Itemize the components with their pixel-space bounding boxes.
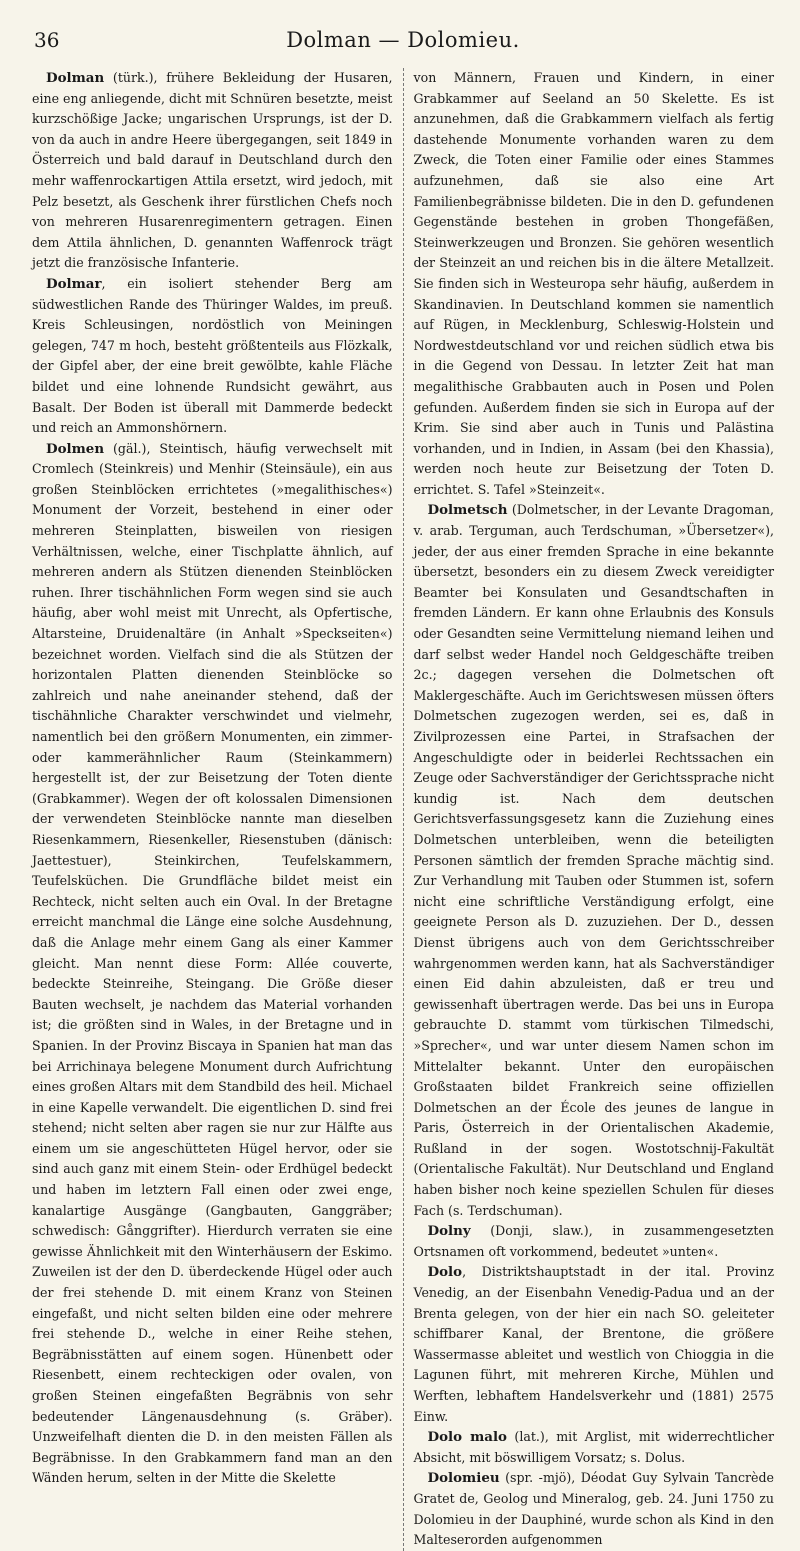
headword: Dolman bbox=[46, 70, 105, 86]
entry-text: (türk.), frühere Bekleidung der Husaren, eine eng anliegende, dicht mit Schnüren besetzte, meist kurzschößige Jacke; ungarischen Ursprungs, ist der D. von da auch in andre Heere übergegangen, seit 1849 in Österreich und bald darauf in Deutschland durch den mehr waffenrockartigen Attila ersetzt, wird jedoch, mit Pelz besetzt, als Geschenk ihrer fürstlichen Chefs noch von mehreren Husarenregimentern getragen. Einen dem Attila ähnlichen, D. genannten Waffenrock trägt jetzt die französische Infanterie. bbox=[32, 70, 393, 271]
text-columns bbox=[32, 68, 774, 1551]
entry-dolny bbox=[414, 1221, 775, 1262]
headword: Dolo bbox=[427, 1264, 463, 1281]
entry-text: (Dolmetscher, in der Levante Dragoman, v. arab. Terguman, auch Terdschuman, »Übersetzer«), jeder, der aus einer fremden Sprache in eine bekannte übersetzt, besonders ein zu diesem Zweck vereidigter Beamter bei Konsulaten und Gesandtschaften in fremden Ländern. Er kann ohne Erlaubnis des Konsuls oder Gesandten seine Vermittelung niemand leihen und darf selbst weder Handel noch Geldgeschäfte treiben 2c.; dagegen versehen die Dolmetschen oft Maklergeschäfte. Auch im Gerichtswesen müssen öfters Dolmetschen zugezogen werden, sei es, daß in Zivilprozessen eine Partei, in Strafsachen der Angeschuldigte oder in beiderlei Rechtssachen ein Zeuge oder Sachverständiger der Gerichtssprache nicht kundig ist. Nach dem deutschen Gerichtsverfassungsgesetz kann die Zuziehung eines Dolmetschen unterbleiben, wenn die beteiligten Personen sämtlich der fremden Sprache mächtig sind. Zur Verhandlung mit Tauben oder Stummen ist, sofern nicht eine schriftliche Verständigung erfolgt, eine geeignete Person als D. zuzuziehen. Der D., dessen Dienst übrigens auch von dem Gerichtsschreiber wahrgenommen werden kann, hat als Sachverständiger einen Eid dahin abzuleisten, daß er treu und gewissenhaft übertragen werde. Das bei uns in Europa gebrauchte D. stammt vom türkischen Tilmedschi, »Sprecher«, und war unter diesem Namen schon im Mittelalter bekannt. Unter den europäischen Großstaaten bildet Frankreich seine offiziellen Dolmetschen an der École des jeunes de langue in Paris, Österreich in der Orientalischen Akademie, Rußland in der sogen. Wostotschnij-Fakultät (Orientalische Fakultät). Nur Deutschland und England haben bisher noch keine speziellen Schulen für dieses Fach (s. Terdschuman). bbox=[413, 502, 774, 1218]
entry-dolmen-continued bbox=[414, 68, 775, 500]
entry-text: (lat.), mit Arglist, mit widerrechtlicher Absicht, mit böswilligem Vorsatz; s. Dolus. bbox=[413, 1429, 775, 1465]
headword: Dolny bbox=[427, 1223, 471, 1240]
entry-dolmetsch bbox=[414, 500, 775, 1221]
entry-text: (gäl.), Steintisch, häufig verwechselt mit Cromlech (Steinkreis) und Menhir (Steinsäule), ein aus großen Steinblöcken errichtetes (»megalithisches«) Monument der Vorzeit, bestehend in einer oder mehreren Steinplatten, bisweilen von riesigen Verhältnissen, welche, einer Tischplatte ähnlich, auf mehreren andern als Stützen dienenden Steinblöcken ruhen. Ihrer tischähnlichen Form wegen sind sie auch häufig, aber wohl meist mit Unrecht, als Opfertische, Altarsteine, Druidenaltäre (in Anhalt »Speckseiten«) bezeichnet worden. Vielfach sind die als Stützen der horizontalen Platten dienenden Steinblöcke so zahlreich und nahe aneinander stehend, daß der tischähnliche Charakter verschwindet und vielmehr, namentlich bei den größern Monumenten, ein zimmer- oder kammerähnlicher Raum (Steinkammern) hergestellt ist, der zur Beisetzung der Toten diente (Grabkammer). Wegen der oft kolossalen Dimensionen der verwendeten Steinblöcke nannte man dieselben Riesenkammern, Riesenkeller, Riesenstuben (dänisch: Jaettestuer), Steinkirchen, Teufelskammern, Teufelsküchen. Die Grundfläche bildet meist ein Rechteck, nicht selten auch ein Oval. In der Bretagne erreicht manchmal die Länge eine solche Ausdehnung, daß die Anlage mehr einem Gang als einer Kammer gleicht. Man nennt diese Form: Allée couverte, bedeckte Steinreihe, Steingang. Die Größe dieser Bauten wechselt, je nachdem das Material vorhanden ist; die größten sind in Wales, in der Bretagne und in Spanien. In der Provinz Biscaya in Spanien hat man das bei Arrichinaya belegene Monument durch Aufrichtung eines großen Altars mit dem Standbild des heil. Michael in eine Kapelle verwandelt. Die eigentlichen D. sind frei stehend; nicht selten aber ragen sie nur zur Hälfte aus einem um sie angeschütteten Hügel hervor, oder sie sind auch ganz mit einem Stein- oder Erdhügel bedeckt und haben im letztern Fall einen oder zwei enge, kanalartige Ausgänge (Gangbauten, Ganggräber; schwedisch: Gånggrifter). Hierdurch verraten sie eine gewisse Ähnlichkeit mit den Winterhäusern der Eskimo. Zuweilen ist der den D. überdeckende Hügel oder auch der frei stehende D. mit einem Kranz von Steinen eingefaßt, und nicht selten bilden eine oder mehrere frei stehende D., welche in einer Reihe stehen, Begräbnisstätten auf einem sogen. Hünenbett oder Riesenbett, einem rechteckigen oder ovalen, von großen Steinen eingefaßten Begräbnis von sehr bedeutender Längenausdehnung (s. Gräber). Unzweifelhaft dienten die D. in den meisten Fällen als Begräbnisse. In den Grabkammern fand man an den Wänden herum, selten in der Mitte die Skelette bbox=[32, 440, 393, 1486]
headword: Dolomieu bbox=[427, 1470, 500, 1487]
entry-dolo-malo bbox=[414, 1427, 775, 1468]
entry-dolmen bbox=[32, 439, 393, 1489]
right-column bbox=[403, 68, 775, 1551]
headword: Dolmar bbox=[46, 275, 102, 292]
entry-text: , Distriktshauptstadt in der ital. Provinz Venedig, an der Eisenbahn Venedig-Padua und an der Brenta gelegen, von der hier ein nach SO. geleiteter schiffbarer Kanal, der Brentone, die größere Wassermasse ableitet und westlich von Chioggia in die Lagunen führt, mit mehreren Kirche, Mühlen und Werften, lebhaftem Handelsverkehr und (1881) 2575 Einw. bbox=[413, 1264, 774, 1424]
entry-dolman bbox=[32, 68, 393, 274]
entry-text: (Donji, slaw.), in zusammengesetzten Ortsnamen oft vorkommend, bedeutet »unten«. bbox=[413, 1223, 774, 1259]
left-column bbox=[32, 68, 403, 1551]
running-title: Dolman — Dolomieu. bbox=[286, 28, 520, 52]
page-header bbox=[32, 0, 774, 68]
headword: Dolmetsch bbox=[427, 502, 508, 519]
entry-dolo bbox=[414, 1262, 775, 1427]
entry-dolomieu bbox=[414, 1468, 775, 1550]
entry-text: von Männern, Frauen und Kindern, in einer Grabkammer auf Seeland an 50 Skelette. Es ist anzunehmen, daß die Grabkammern vielfach als fertig dastehende Monumente vorhanden waren zu dem Zweck, die Toten einer Familie oder eines Stammes aufzunehmen, daß sie also eine Art Familienbegräbnisse bildeten. Die in den D. gefundenen Gegenstände bestehen in groben Thongefäßen, Steinwerkzeugen und Bronzen. Sie gehören wesentlich der Steinzeit an und reichen bis in die ältere Metallzeit. Sie finden sich in Westeuropa sehr häufig, außerdem in Skandinavien. In Deutschland kommen sie namentlich auf Rügen, in Mecklenburg, Schleswig-Holstein und Nordwestdeutschland vor und reichen südlich etwa bis in die Gegend von Dessau. In letzter Zeit hat man megalithische Grabbauten auch in Posen und Polen gefunden. Außerdem finden sie sich in Europa auf der Krim. Sie sind aber auch in Tunis und Palästina vorhanden, und in Indien, in Assam (bei den Khassia), werden noch heute zur Beisetzung der Toten D. errichtet. S. Tafel »Steinzeit«. bbox=[413, 70, 774, 497]
headword: Dolo malo bbox=[427, 1429, 507, 1446]
page-number: 36 bbox=[34, 28, 60, 52]
entry-dolmar bbox=[32, 274, 393, 439]
entry-text: (spr. -mjö), Déodat Guy Sylvain Tancrède Gratet de, Geolog und Mineralog, geb. 24. Juni 1750 zu Dolomieu in der Dauphiné, wurde schon als Kind in den Malteserorden aufgenommen bbox=[413, 1470, 774, 1548]
headword: Dolmen bbox=[46, 440, 105, 457]
entry-text: , ein isoliert stehender Berg am südwestlichen Rande des Thüringer Waldes, im preuß. Kreis Schleusingen, nordöstlich von Meiningen gelegen, 747 m hoch, besteht größtenteils aus Flözkalk, der Gipfel aber, der eine breit gewölbte, kahle Fläche bildet und eine lohnende Rundsicht gewährt, aus Basalt. Der Boden ist überall mit Dammerde bedeckt und reich an Ammonshörnern. bbox=[32, 275, 393, 436]
